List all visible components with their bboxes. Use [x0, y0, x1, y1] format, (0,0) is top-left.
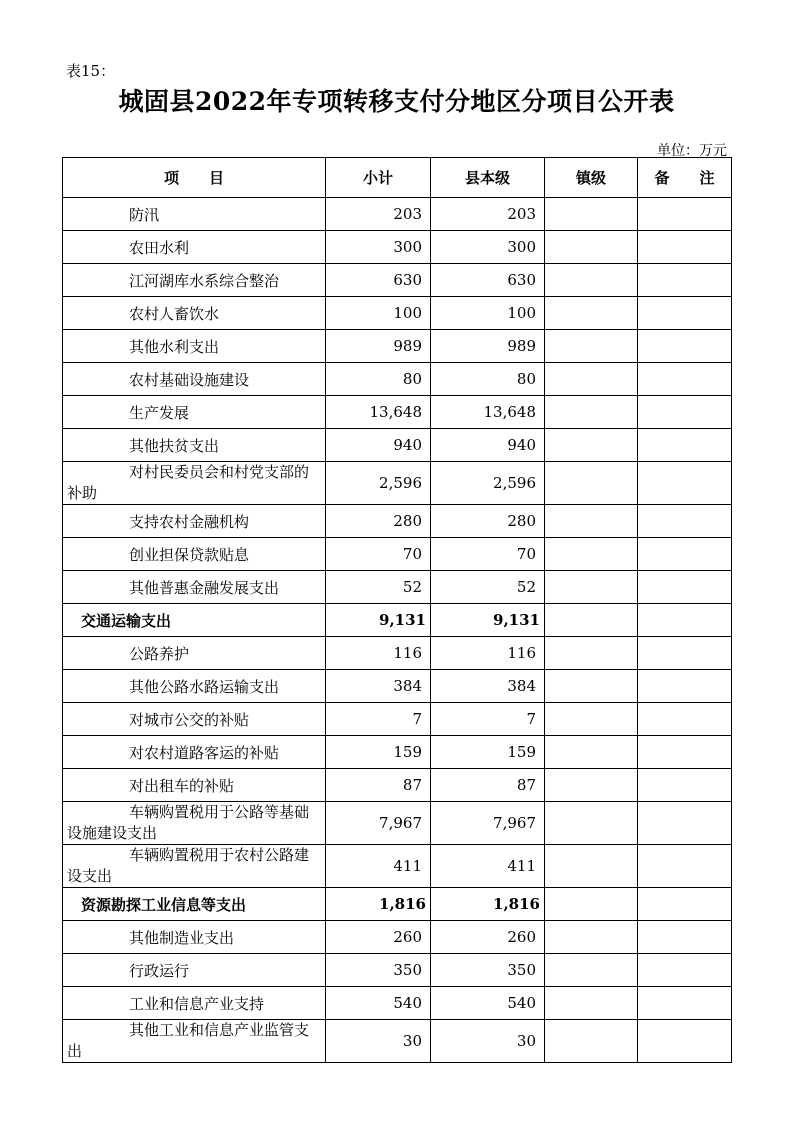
- row-town: [545, 198, 638, 231]
- row-town: [545, 703, 638, 736]
- row-note: [638, 505, 732, 538]
- row-item-name: 农村人畜饮水: [63, 297, 326, 330]
- row-note: [638, 462, 732, 505]
- row-item-name: 对出租车的补贴: [63, 769, 326, 802]
- row-item-name: 对城市公交的补贴: [63, 703, 326, 736]
- row-subtotal: 940: [326, 429, 431, 462]
- row-note: [638, 363, 732, 396]
- table-row: [63, 330, 732, 363]
- row-town: [545, 845, 638, 888]
- table-row: [63, 396, 732, 429]
- row-subtotal: 411: [326, 845, 431, 888]
- table-row: [63, 297, 732, 330]
- row-subtotal: 630: [326, 264, 431, 297]
- row-note: [638, 264, 732, 297]
- row-county: 1,816: [431, 888, 545, 921]
- row-town: [545, 330, 638, 363]
- row-town: [545, 769, 638, 802]
- row-item-name: [63, 845, 326, 888]
- row-subtotal: 384: [326, 670, 431, 703]
- row-town: [545, 888, 638, 921]
- row-county: 87: [431, 769, 545, 802]
- table-row: [63, 802, 732, 845]
- row-note: [638, 231, 732, 264]
- row-note: [638, 604, 732, 637]
- row-town: [545, 987, 638, 1020]
- row-item-name: [63, 802, 326, 845]
- row-subtotal: 7,967: [326, 802, 431, 845]
- row-county: 203: [431, 198, 545, 231]
- row-note: [638, 297, 732, 330]
- row-note: [638, 429, 732, 462]
- row-subtotal: 9,131: [326, 604, 431, 637]
- table-row: [63, 462, 732, 505]
- row-note: [638, 198, 732, 231]
- row-note: [638, 538, 732, 571]
- row-item-name: 工业和信息产业支持: [63, 987, 326, 1020]
- row-county: 989: [431, 330, 545, 363]
- row-item-name: 交通运输支出: [63, 604, 326, 637]
- row-town: [545, 604, 638, 637]
- row-item-name: [63, 1020, 326, 1063]
- row-town: [545, 736, 638, 769]
- row-town: [545, 264, 638, 297]
- table-row: [63, 363, 732, 396]
- row-note: [638, 987, 732, 1020]
- row-county: 940: [431, 429, 545, 462]
- row-item-name: 农村基础设施建设: [63, 363, 326, 396]
- row-note: [638, 802, 732, 845]
- row-note: [638, 703, 732, 736]
- row-item-name: 防汛: [63, 198, 326, 231]
- row-town: [545, 954, 638, 987]
- row-subtotal: 989: [326, 330, 431, 363]
- row-item-name-line1: 车辆购置税用于农村公路建: [129, 846, 310, 864]
- row-county: 350: [431, 954, 545, 987]
- row-note: [638, 845, 732, 888]
- row-item-name: 其他公路水路运输支出: [63, 670, 326, 703]
- row-subtotal: 203: [326, 198, 431, 231]
- table-row: [63, 429, 732, 462]
- row-town: [545, 1020, 638, 1063]
- row-town: [545, 538, 638, 571]
- page-title: 城固县2022年专项转移支付分地区分项目公开表: [118, 87, 675, 116]
- row-county: 100: [431, 297, 545, 330]
- row-subtotal: 80: [326, 363, 431, 396]
- row-county: 411: [431, 845, 545, 888]
- row-item-name: [63, 462, 326, 505]
- row-subtotal: 280: [326, 505, 431, 538]
- row-item-name-line2: 设施建设支出: [67, 824, 158, 842]
- row-county: 630: [431, 264, 545, 297]
- row-item-name-line2: 出: [67, 1042, 83, 1060]
- row-subtotal: 100: [326, 297, 431, 330]
- row-subtotal: 87: [326, 769, 431, 802]
- row-county: 52: [431, 571, 545, 604]
- row-town: [545, 505, 638, 538]
- row-item-name: 资源勘探工业信息等支出: [63, 888, 326, 921]
- row-item-name: 行政运行: [63, 954, 326, 987]
- row-item-name-line1: 其他工业和信息产业监管支: [129, 1021, 310, 1039]
- header-county: 县本级: [431, 158, 545, 198]
- table-row: [63, 198, 732, 231]
- row-subtotal: 52: [326, 571, 431, 604]
- row-item-name: 其他扶贫支出: [63, 429, 326, 462]
- row-town: [545, 363, 638, 396]
- row-note: [638, 396, 732, 429]
- row-note: [638, 637, 732, 670]
- row-subtotal: 70: [326, 538, 431, 571]
- header-subtotal: 小计: [326, 158, 431, 198]
- table-row: [63, 921, 732, 954]
- row-town: [545, 462, 638, 505]
- row-note: [638, 1020, 732, 1063]
- row-town: [545, 921, 638, 954]
- table-body: [63, 198, 732, 1063]
- row-town: [545, 297, 638, 330]
- table-row: [63, 264, 732, 297]
- row-county: 540: [431, 987, 545, 1020]
- table-row: [63, 703, 732, 736]
- row-county: 30: [431, 1020, 545, 1063]
- row-item-name-line1: 对村民委员会和村党支部的: [129, 463, 310, 481]
- row-county: 159: [431, 736, 545, 769]
- row-town: [545, 802, 638, 845]
- row-note: [638, 921, 732, 954]
- row-item-name-line2: 补助: [67, 484, 98, 502]
- row-item-name: 农田水利: [63, 231, 326, 264]
- table-row: [63, 888, 732, 921]
- row-item-name: 生产发展: [63, 396, 326, 429]
- table-row: [63, 571, 732, 604]
- row-county: 80: [431, 363, 545, 396]
- table-row: [63, 1020, 732, 1063]
- row-note: [638, 670, 732, 703]
- row-county: 2,596: [431, 462, 545, 505]
- row-county: 260: [431, 921, 545, 954]
- row-item-name: 支持农村金融机构: [63, 505, 326, 538]
- row-item-name: 江河湖库水系综合整治: [63, 264, 326, 297]
- row-note: [638, 571, 732, 604]
- header-item: 项 目: [63, 158, 326, 198]
- row-town: [545, 231, 638, 264]
- row-item-name-line1: 车辆购置税用于公路等基础: [129, 803, 310, 821]
- row-subtotal: 260: [326, 921, 431, 954]
- row-subtotal: 13,648: [326, 396, 431, 429]
- row-county: 70: [431, 538, 545, 571]
- row-item-name: 对农村道路客运的补贴: [63, 736, 326, 769]
- row-town: [545, 571, 638, 604]
- row-item-name: 创业担保贷款贴息: [63, 538, 326, 571]
- table-header-row: [63, 158, 732, 198]
- table-row: [63, 505, 732, 538]
- table-row: [63, 954, 732, 987]
- row-subtotal: 540: [326, 987, 431, 1020]
- table-row: [63, 604, 732, 637]
- row-county: 280: [431, 505, 545, 538]
- row-town: [545, 429, 638, 462]
- header-town: 镇级: [545, 158, 638, 198]
- row-county: 300: [431, 231, 545, 264]
- row-item-name-line2: 设支出: [67, 867, 113, 885]
- table-row: [63, 538, 732, 571]
- row-item-name: 公路养护: [63, 637, 326, 670]
- row-subtotal: 159: [326, 736, 431, 769]
- row-item-name: 其他水利支出: [63, 330, 326, 363]
- table-row: [63, 670, 732, 703]
- unit-label: 单位：万元: [657, 143, 727, 159]
- row-subtotal: 30: [326, 1020, 431, 1063]
- row-town: [545, 396, 638, 429]
- table-row: [63, 231, 732, 264]
- row-subtotal: 350: [326, 954, 431, 987]
- row-item-name: 其他普惠金融发展支出: [63, 571, 326, 604]
- row-item-name: 其他制造业支出: [63, 921, 326, 954]
- row-note: [638, 330, 732, 363]
- table-row: [63, 769, 732, 802]
- table-row: [63, 637, 732, 670]
- row-county: 384: [431, 670, 545, 703]
- header-note: 备 注: [638, 158, 732, 198]
- row-county: 9,131: [431, 604, 545, 637]
- row-subtotal: 7: [326, 703, 431, 736]
- allocation-table: [62, 157, 732, 1063]
- row-county: 116: [431, 637, 545, 670]
- row-county: 7: [431, 703, 545, 736]
- table-number: 表15：: [66, 62, 116, 80]
- row-town: [545, 637, 638, 670]
- row-note: [638, 954, 732, 987]
- row-county: 7,967: [431, 802, 545, 845]
- row-subtotal: 116: [326, 637, 431, 670]
- row-town: [545, 670, 638, 703]
- table-row: [63, 736, 732, 769]
- row-subtotal: 1,816: [326, 888, 431, 921]
- row-note: [638, 769, 732, 802]
- row-note: [638, 888, 732, 921]
- row-note: [638, 736, 732, 769]
- table-row: [63, 845, 732, 888]
- row-subtotal: 2,596: [326, 462, 431, 505]
- row-county: 13,648: [431, 396, 545, 429]
- row-subtotal: 300: [326, 231, 431, 264]
- table-row: [63, 987, 732, 1020]
